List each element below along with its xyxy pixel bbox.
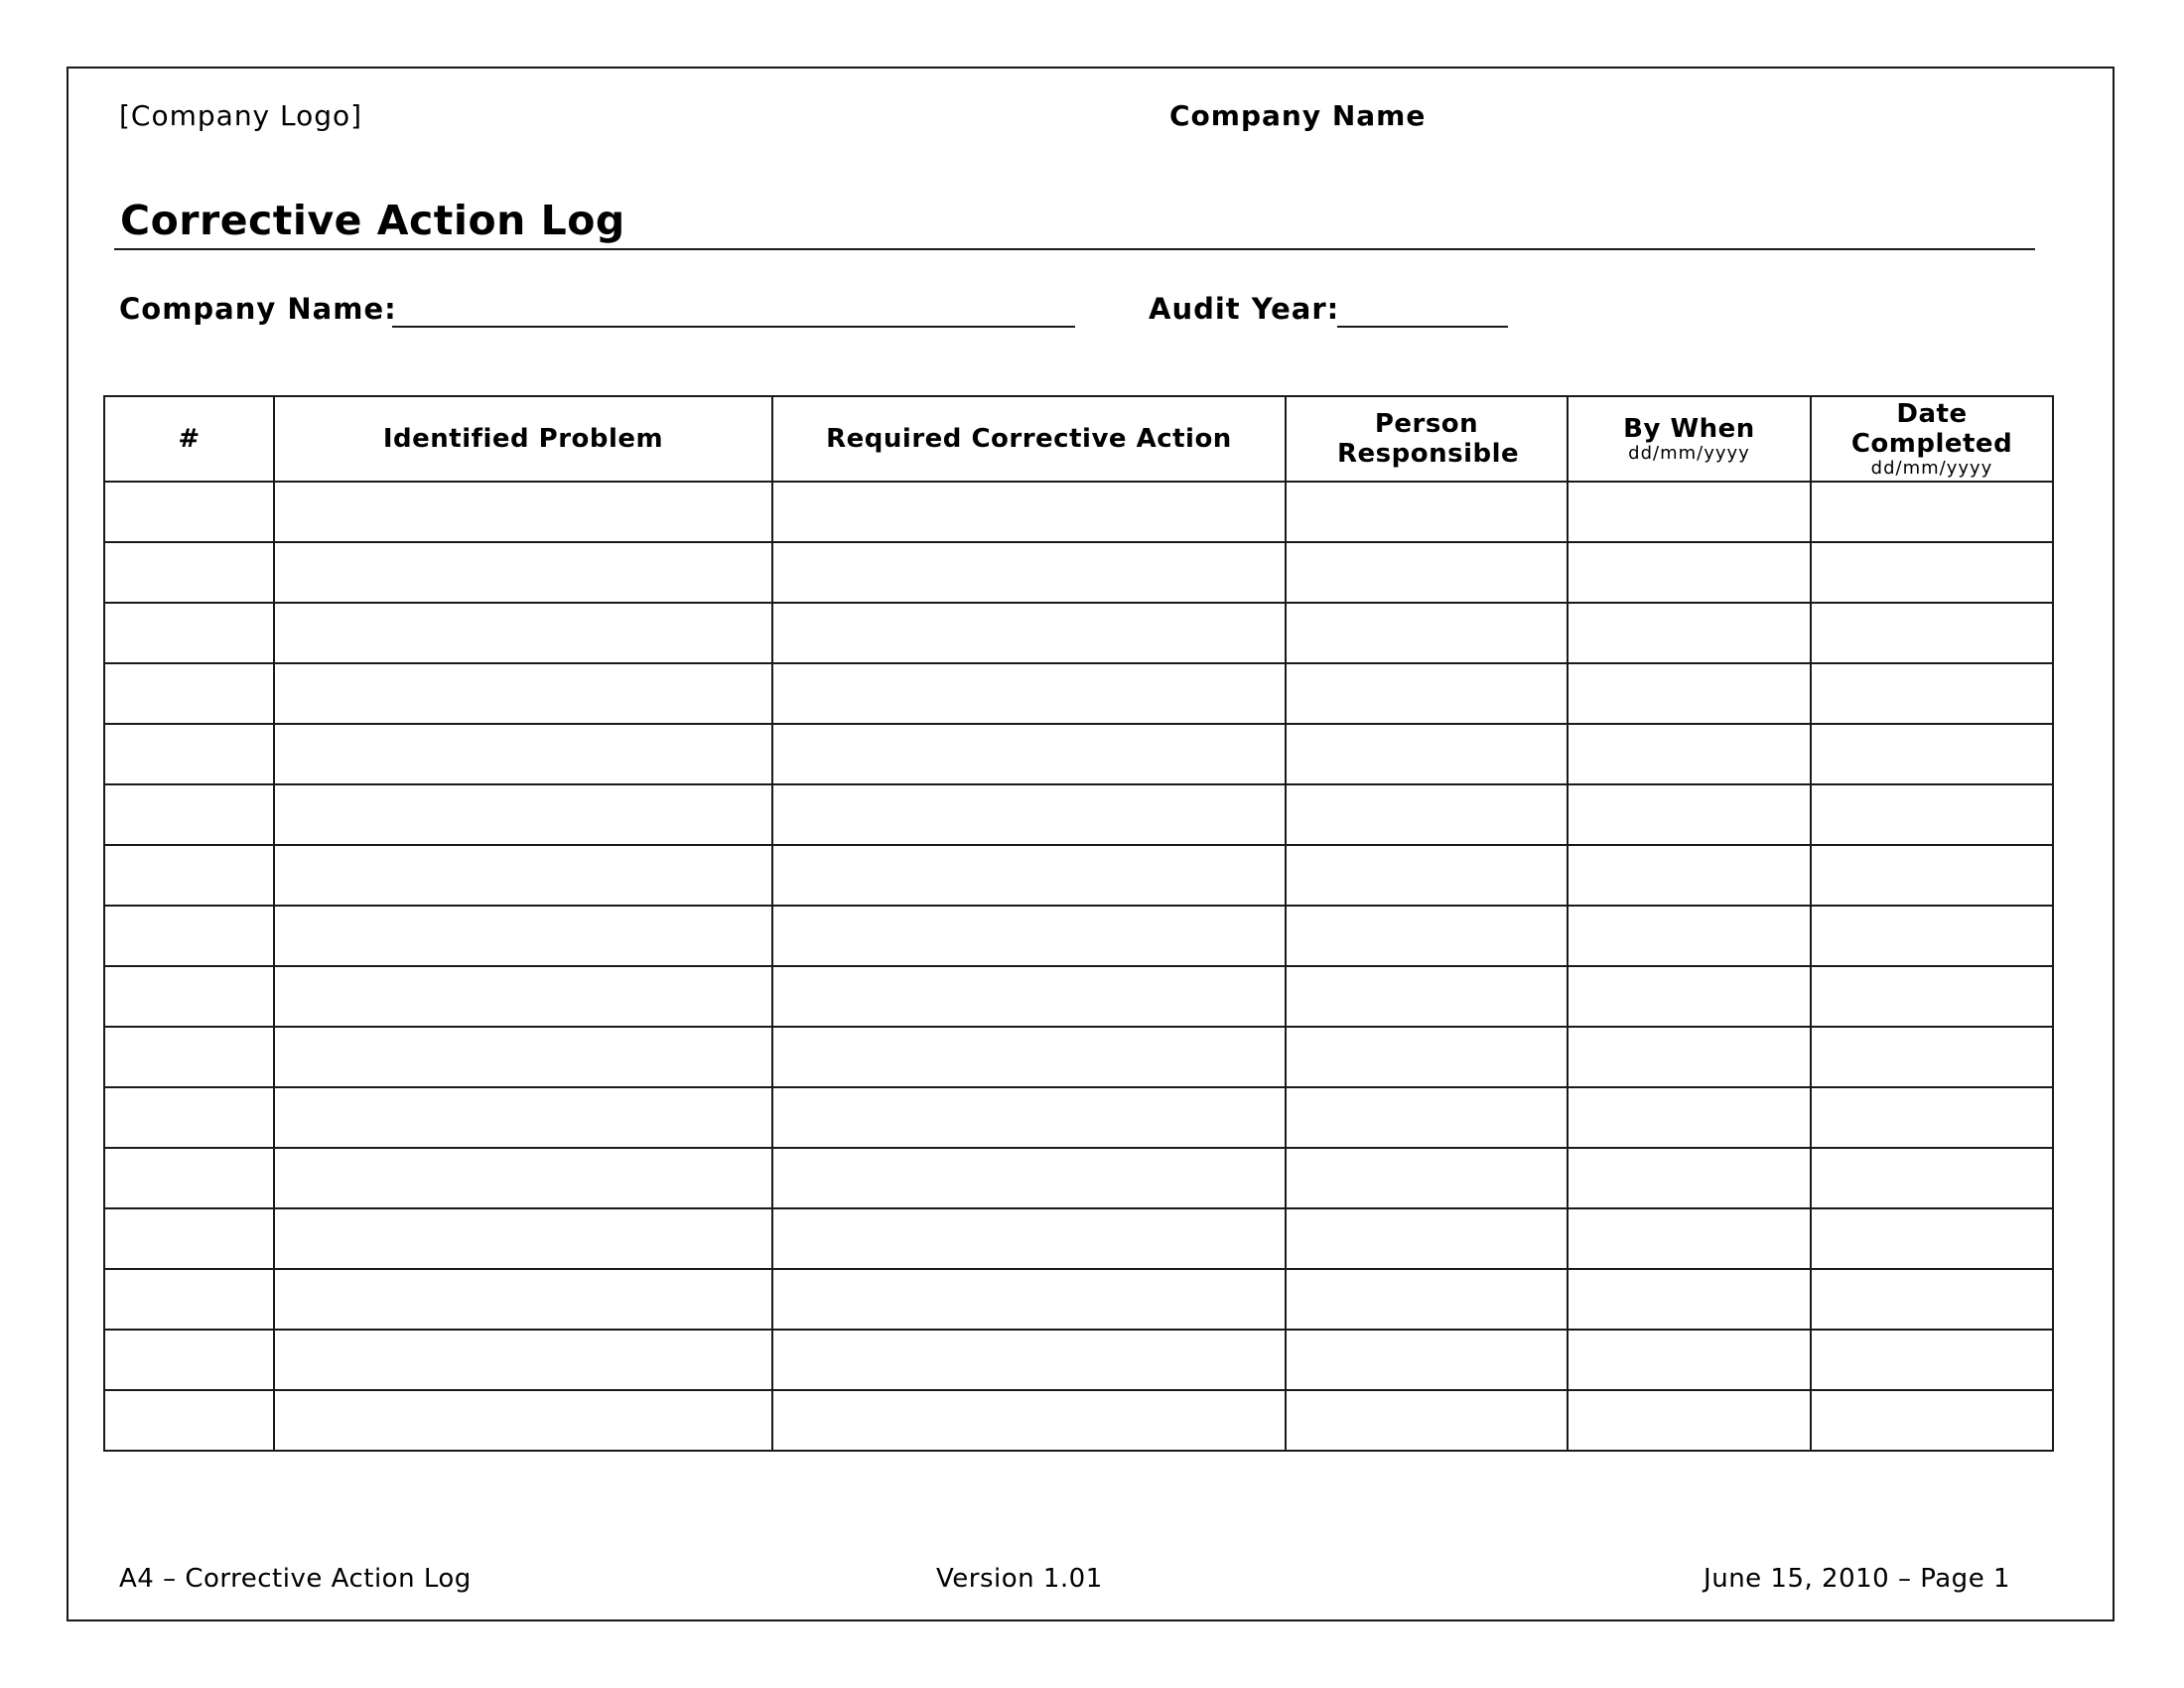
table-cell[interactable] — [1811, 845, 2053, 906]
table-cell[interactable] — [1568, 724, 1811, 784]
table-cell[interactable] — [1286, 906, 1568, 966]
page-title: Corrective Action Log — [120, 197, 625, 244]
table-cell[interactable] — [104, 1148, 274, 1208]
table-row — [104, 1269, 2053, 1330]
table-cell[interactable] — [274, 906, 772, 966]
column-header-date-completed: Date Completed dd/mm/yyyy — [1811, 396, 2053, 482]
company-name-header: Company Name — [1169, 99, 1427, 132]
table-cell[interactable] — [1811, 1148, 2053, 1208]
table-cell[interactable] — [1568, 966, 1811, 1027]
table-cell[interactable] — [1568, 845, 1811, 906]
table-cell[interactable] — [772, 1330, 1286, 1390]
table-cell[interactable] — [772, 724, 1286, 784]
table-row — [104, 1087, 2053, 1148]
table-cell[interactable] — [1811, 663, 2053, 724]
table-cell[interactable] — [772, 1269, 1286, 1330]
company-name-field[interactable] — [392, 326, 1075, 328]
table-cell[interactable] — [772, 542, 1286, 603]
column-header-by-when: By When dd/mm/yyyy — [1568, 396, 1811, 482]
footer-document-name: A4 – Corrective Action Log — [119, 1564, 472, 1594]
table-cell[interactable] — [274, 603, 772, 663]
table-cell[interactable] — [104, 1330, 274, 1390]
table-cell[interactable] — [1568, 784, 1811, 845]
table-cell[interactable] — [104, 482, 274, 542]
table-cell[interactable] — [274, 845, 772, 906]
table-cell[interactable] — [1568, 603, 1811, 663]
table-row — [104, 1330, 2053, 1390]
table-cell[interactable] — [104, 845, 274, 906]
table-row — [104, 1027, 2053, 1087]
column-header-number: # — [104, 396, 274, 482]
table-cell[interactable] — [1286, 1330, 1568, 1390]
audit-year-field[interactable] — [1337, 326, 1508, 328]
table-cell[interactable] — [274, 784, 772, 845]
table-cell[interactable] — [1811, 1330, 2053, 1390]
table-row — [104, 784, 2053, 845]
table-cell[interactable] — [772, 663, 1286, 724]
table-cell[interactable] — [274, 1330, 772, 1390]
table-header-row — [104, 396, 2053, 482]
table-row — [104, 1208, 2053, 1269]
table-cell[interactable] — [274, 482, 772, 542]
table-cell[interactable] — [104, 724, 274, 784]
table-cell[interactable] — [1286, 1027, 1568, 1087]
table-cell[interactable] — [274, 1208, 772, 1269]
table-row — [104, 542, 2053, 603]
table-cell[interactable] — [104, 1208, 274, 1269]
table-cell[interactable] — [274, 724, 772, 784]
table-row — [104, 482, 2053, 542]
table-cell[interactable] — [104, 966, 274, 1027]
by-when-format-hint: dd/mm/yyyy — [1628, 443, 1750, 464]
table-cell[interactable] — [772, 603, 1286, 663]
table-row — [104, 1148, 2053, 1208]
footer-date-page: June 15, 2010 – Page 1 — [1704, 1564, 2010, 1594]
table-cell[interactable] — [1811, 1208, 2053, 1269]
table-cell[interactable] — [1568, 1027, 1811, 1087]
table-cell[interactable] — [1286, 1269, 1568, 1330]
table-cell[interactable] — [1286, 1208, 1568, 1269]
table-cell[interactable] — [1811, 603, 2053, 663]
table-row — [104, 603, 2053, 663]
table-cell[interactable] — [104, 906, 274, 966]
table-cell[interactable] — [1811, 482, 2053, 542]
table-cell[interactable] — [772, 1087, 1286, 1148]
date-completed-format-hint: dd/mm/yyyy — [1870, 458, 1993, 479]
table-cell[interactable] — [104, 663, 274, 724]
table-cell[interactable] — [274, 663, 772, 724]
company-name-label: Company Name: — [119, 292, 397, 326]
table-cell[interactable] — [1568, 1390, 1811, 1451]
table-cell[interactable] — [104, 1269, 274, 1330]
table-cell[interactable] — [1568, 542, 1811, 603]
table-cell[interactable] — [274, 1390, 772, 1451]
table-cell[interactable] — [1568, 663, 1811, 724]
table-cell[interactable] — [104, 1390, 274, 1451]
column-header-person-responsible: Person Responsible — [1286, 396, 1568, 482]
table-cell[interactable] — [1811, 966, 2053, 1027]
table-cell[interactable] — [1286, 1148, 1568, 1208]
table-cell[interactable] — [1286, 966, 1568, 1027]
table-cell[interactable] — [1286, 845, 1568, 906]
table-row — [104, 845, 2053, 906]
table-cell[interactable] — [772, 1148, 1286, 1208]
table-cell[interactable] — [1811, 1027, 2053, 1087]
table-cell[interactable] — [772, 1208, 1286, 1269]
table-cell[interactable] — [1811, 724, 2053, 784]
table-cell[interactable] — [104, 1087, 274, 1148]
table-cell[interactable] — [1286, 542, 1568, 603]
table-cell[interactable] — [274, 1148, 772, 1208]
table-cell[interactable] — [772, 845, 1286, 906]
table-cell[interactable] — [1286, 1390, 1568, 1451]
table-row — [104, 1390, 2053, 1451]
table-cell[interactable] — [1286, 663, 1568, 724]
table-cell[interactable] — [274, 1087, 772, 1148]
table-cell[interactable] — [772, 482, 1286, 542]
table-cell[interactable] — [274, 966, 772, 1027]
footer-version: Version 1.01 — [936, 1564, 1103, 1594]
table-row — [104, 906, 2053, 966]
table-cell[interactable] — [1811, 542, 2053, 603]
company-logo-placeholder: [Company Logo] — [119, 99, 363, 132]
table-cell[interactable] — [1568, 1148, 1811, 1208]
audit-year-label: Audit Year: — [1149, 292, 1340, 326]
table-cell[interactable] — [1286, 1087, 1568, 1148]
table-cell[interactable] — [1286, 482, 1568, 542]
table-cell[interactable] — [772, 966, 1286, 1027]
column-header-identified-problem: Identified Problem — [274, 396, 772, 482]
table-cell[interactable] — [104, 784, 274, 845]
table-cell[interactable] — [274, 542, 772, 603]
table-cell[interactable] — [772, 1390, 1286, 1451]
table-cell[interactable] — [274, 1269, 772, 1330]
table-cell[interactable] — [1568, 1269, 1811, 1330]
table-cell[interactable] — [1811, 1390, 2053, 1451]
table-row — [104, 663, 2053, 724]
table-cell[interactable] — [1811, 1269, 2053, 1330]
table-cell[interactable] — [1568, 1208, 1811, 1269]
table-cell[interactable] — [1286, 784, 1568, 845]
table-cell[interactable] — [1568, 1330, 1811, 1390]
title-divider — [114, 248, 2035, 250]
table-cell[interactable] — [1568, 1087, 1811, 1148]
table-row — [104, 966, 2053, 1027]
table-cell[interactable] — [1811, 906, 2053, 966]
table-cell[interactable] — [1811, 1087, 2053, 1148]
table-row — [104, 724, 2053, 784]
table-cell[interactable] — [772, 906, 1286, 966]
corrective-action-table — [103, 395, 2054, 1452]
table-cell[interactable] — [1811, 784, 2053, 845]
table-body — [104, 482, 2053, 1451]
table-cell[interactable] — [104, 542, 274, 603]
table-cell[interactable] — [1286, 603, 1568, 663]
table-cell[interactable] — [772, 1027, 1286, 1087]
table-cell[interactable] — [1568, 482, 1811, 542]
table-cell[interactable] — [1286, 724, 1568, 784]
table-cell[interactable] — [274, 1027, 772, 1087]
table-cell[interactable] — [104, 603, 274, 663]
table-cell[interactable] — [104, 1027, 274, 1087]
column-header-required-corrective-action: Required Corrective Action — [772, 396, 1286, 482]
table-cell[interactable] — [772, 784, 1286, 845]
table-cell[interactable] — [1568, 906, 1811, 966]
